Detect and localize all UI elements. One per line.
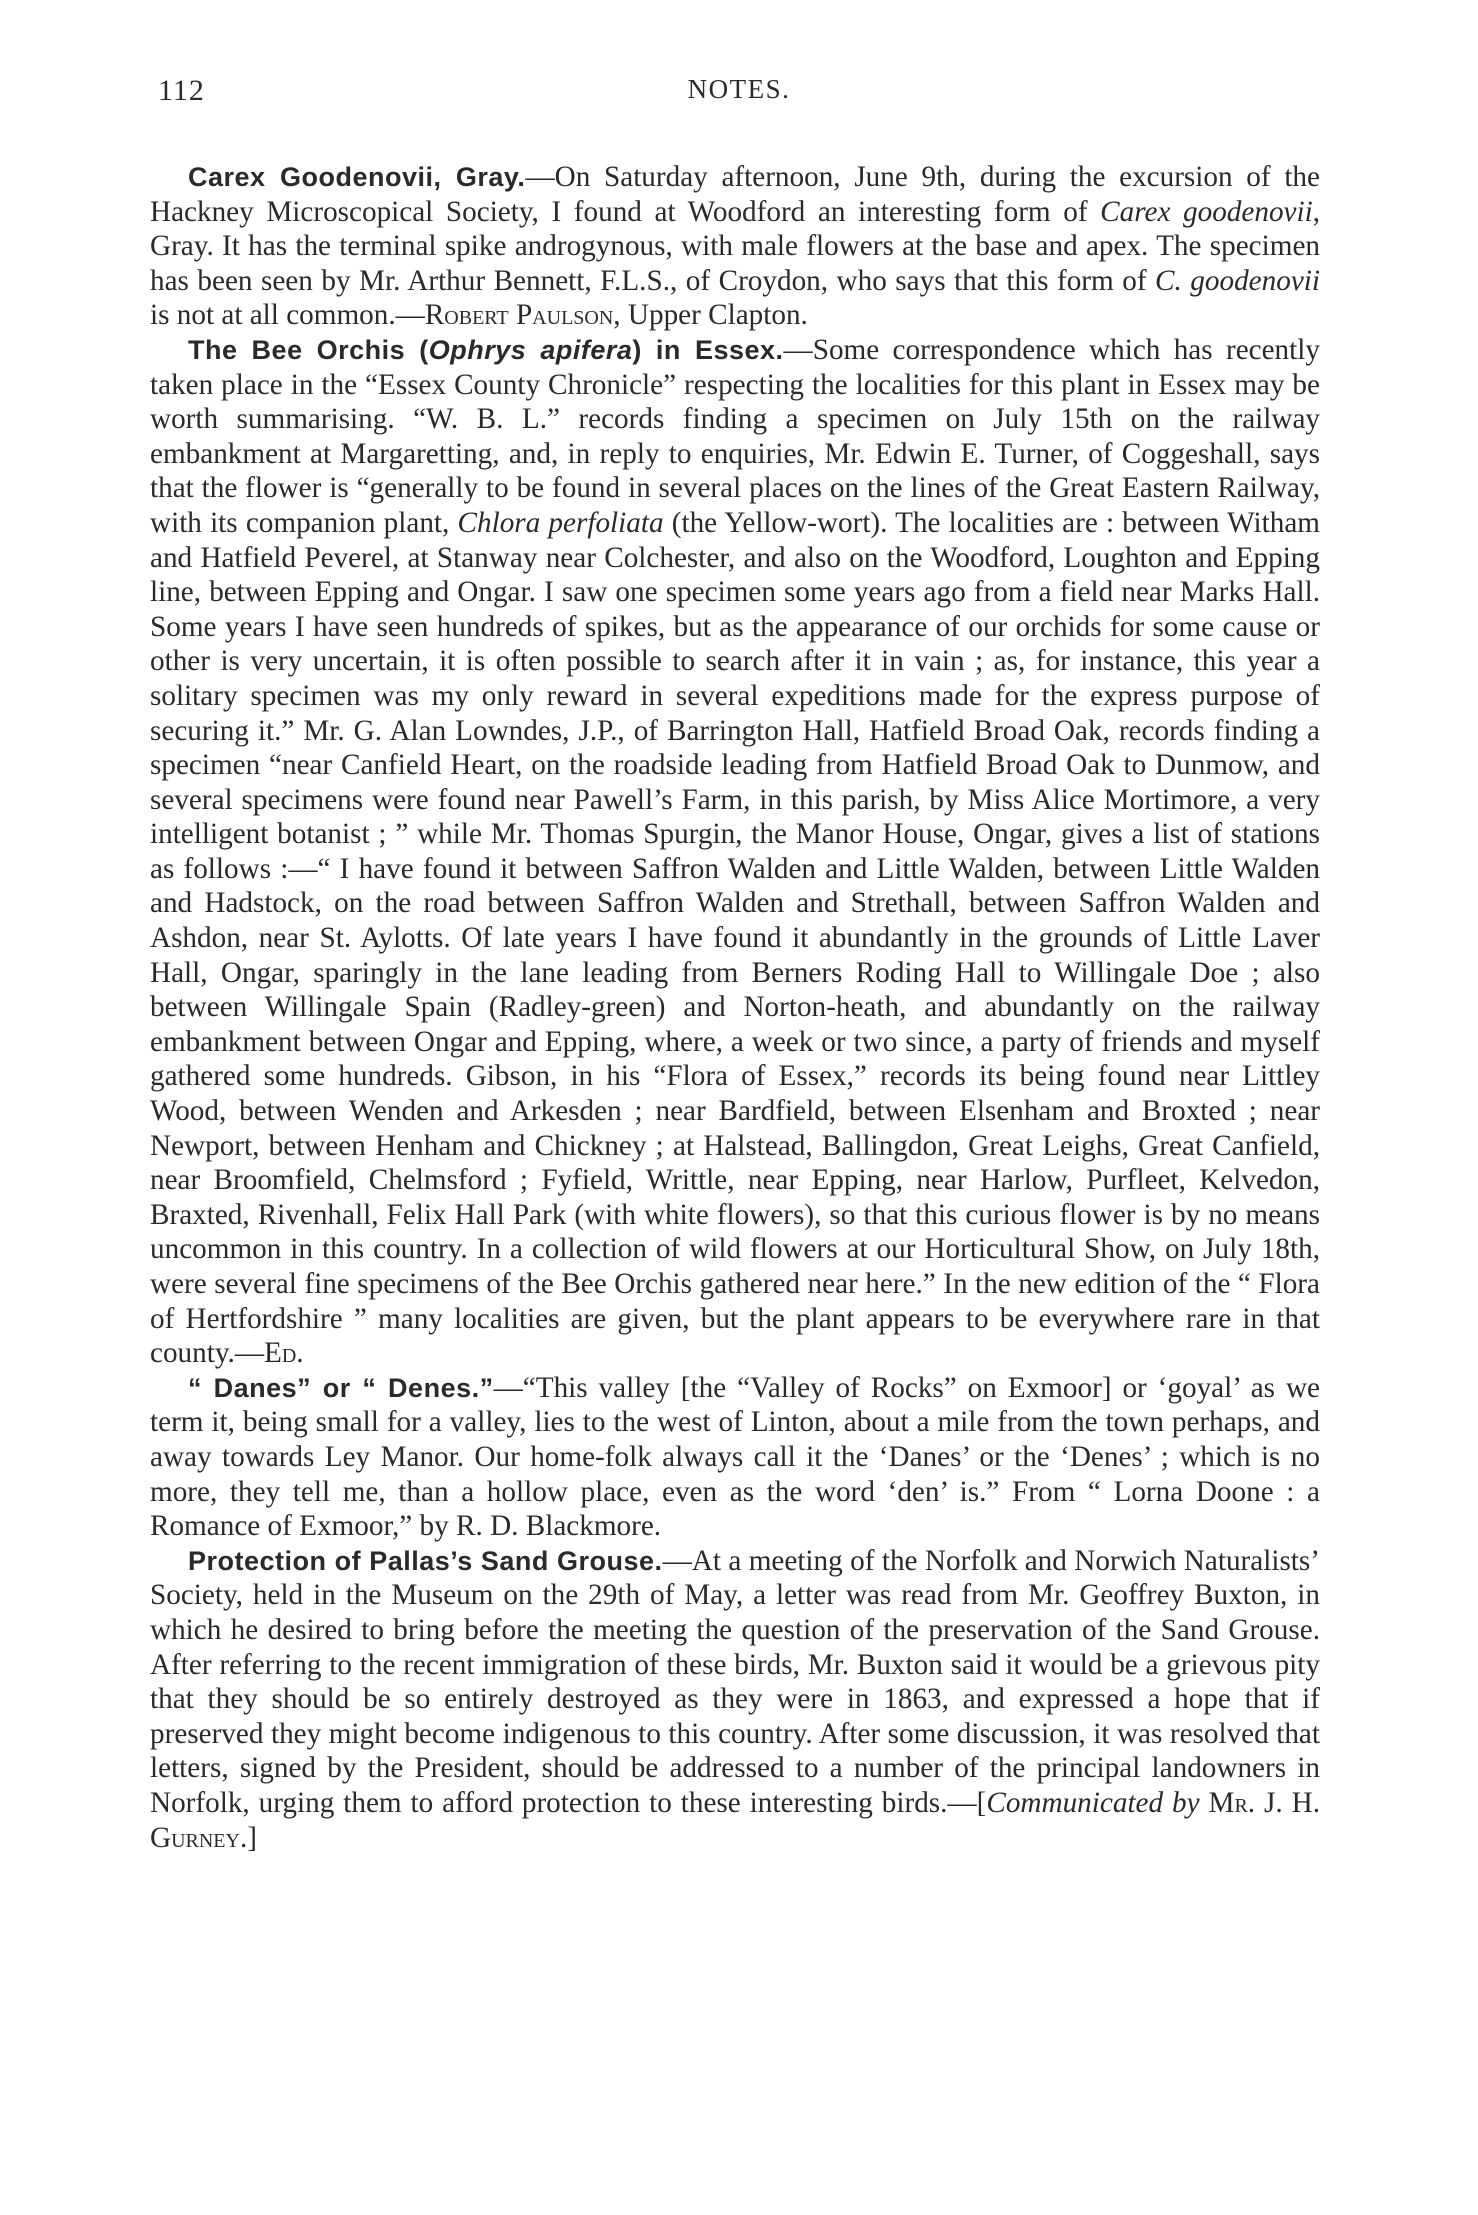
note-heading: ) in Essex. xyxy=(632,334,784,365)
note-text xyxy=(1200,1787,1209,1819)
running-head: NOTES. xyxy=(687,74,791,104)
note-heading: “ Danes” or “ Denes.” xyxy=(188,1372,494,1403)
note-text: (the Yellow-wort). The localities are : between Witham and Hatfield Peverel, at Stanway near Colchester, and also on the Woodford, Loughton and Epping line, between Epping and Ongar. I saw one specimen some years ago from a field near Marks Hall. Some years I have seen hundreds of spikes, but as the appearance of our orchids for some cause or other is very uncertain, it is often possible to search after it in vain ; as, for instance, this year a solitary specimen was my only reward in several expeditions made for the express purpose of securing it.” Mr. G. Alan Lowndes, J.P., of Barrington Hall, Hatfield Broad Oak, records finding a specimen “near Canfield Heart, on the roadside leading from Hatfield Broad Oak to Dunmow, and several specimens were found near Pawell’s Farm, in this parish, by Miss Alice Mortimore, a very intelligent botanist ; ” while Mr. Thomas Spurgin, the Manor House, Ongar, gives a list of stations as follows :—“ I have found it between Saffron Walden and Little Walden, between Little Walden and Hadstock, on the road between Saffron Walden and Strethall, between Saffron Walden and Ashdon, near St. Aylotts. Of late years I have found it abundantly in the grounds of Little Laver Hall, Ongar, sparingly in the lane leading from Berners Roding Hall to Willingale Doe ; also between Willingale Spain (Radley-green) and Norton-heath, and abundantly on the railway embankment between Ongar and Epping, where, a week or two since, a party of friends and myself gathered some hundreds. Gibson, in his “Flora of Essex,” records its being found near Littley Wood, between Wenden and Arkesden ; near Bardfield, between Elsenham and Broxted ; near Newport, between Henham and Chickney ; at Halstead, Ballingdon, Great Leighs, Great Canfield, near Broomfield, Chelmsford ; Fyfield, Writtle, near Epping, near Harlow, Purfleet, Kelvedon, Braxted, Rivenhall, Felix Hall Park (with white flowers), so that this curious flower is by no means uncommon in this country. In a collection of wild flowers at our Horticultural Show, on July 18th, were several fine specimens of the Bee Orchis gathered near here.” In the new edition of the “ Flora of Hertfordshire ” many localities are given, but the plant appears to be everywhere rare in that county.— xyxy=(150,506,1321,1370)
notes-body xyxy=(150,160,1320,1855)
species-name: Carex goodenovii xyxy=(1100,195,1313,228)
note-heading: Protection of Pallas’s Sand Grouse. xyxy=(188,1545,663,1576)
note-text: —Some correspondence which has recently taken place in the “Essex County Chronicle” respecting the localities for this plant in Essex may be worth summarising. “W. B. L.” records finding a specimen on July 15th on the railway embankment at Margaretting, and, in reply to enquiries, Mr. Edwin E. Turner, of Coggeshall, says that the flower is “generally to be found in several places on the lines of the Great Eastern Railway, with its companion plant, xyxy=(150,333,1320,539)
editor-signature: Ed. xyxy=(264,1337,304,1370)
note-pallas-sand-grouse xyxy=(150,1544,1320,1855)
page-header xyxy=(0,74,1478,120)
note-danes-denes xyxy=(150,1371,1320,1544)
species-name: Ophrys apifera xyxy=(428,334,633,365)
note-heading: The Bee Orchis ( xyxy=(188,334,429,365)
note-text: —“This valley [the “Valley of Rocks” on Exmoor] or ‘goyal’ as we term it, being small for a valley, lies to the west of Linton, about a mile from the town perhaps, and away towards Ley Manor. Our home-folk always call it the ‘Danes’ or the ‘Denes’ ; which is no more, they tell me, than a hollow place, even as the word ‘den’ is.” From “ Lorna Doone : a Romance of Exmoor,” by R. D. Blackmore. xyxy=(150,1371,1320,1543)
note-text: —At a meeting of the Norfolk and Norwich Naturalists’ Society, held in the Museum on the 29th of May, a letter was read from Mr. Geoffrey Buxton, in which he desired to bring before the meeting the question of the preservation of the Sand Grouse. After referring to the recent immigration of these birds, Mr. Buxton said it would be a grievous pity that they should be so entirely destroyed as they were in 1863, and expressed a hope that if preserved they might become indigenous to this country. After some discussion, it was resolved that letters, signed by the President, should be addressed to a number of the principal landowners in Norfolk, urging them to afford protection to these interesting birds.—[ xyxy=(150,1544,1320,1819)
note-text: is not at all common.— xyxy=(150,299,425,332)
note-text: , Gray. It has the terminal spike androgynous, with male flowers at the base and apex. The specimen has been seen by Mr. Arthur Bennett, F.L.S., of Croydon, who says that this form of xyxy=(150,195,1321,297)
author-name: Robert Paulson xyxy=(424,299,614,332)
note-text: , Upper Clapton. xyxy=(613,299,808,332)
species-name: C. goodenovii xyxy=(1155,264,1320,297)
note-text: .] xyxy=(239,1821,257,1854)
attribution: Communicated by xyxy=(986,1786,1200,1819)
species-name: Chlora perfoliata xyxy=(457,506,664,539)
author-name: Mr. J. H. Gurney xyxy=(150,1786,1320,1854)
note-carex-goodenovii xyxy=(150,160,1320,333)
note-bee-orchis xyxy=(150,333,1320,1371)
page-number: 112 xyxy=(158,74,205,107)
note-text: —On Saturday afternoon, June 9th, during the excursion of the Hackney Microscopical Society, I found at Woodford an interesting form of xyxy=(150,161,1320,228)
note-heading: Carex Goodenovii, Gray. xyxy=(188,162,526,192)
